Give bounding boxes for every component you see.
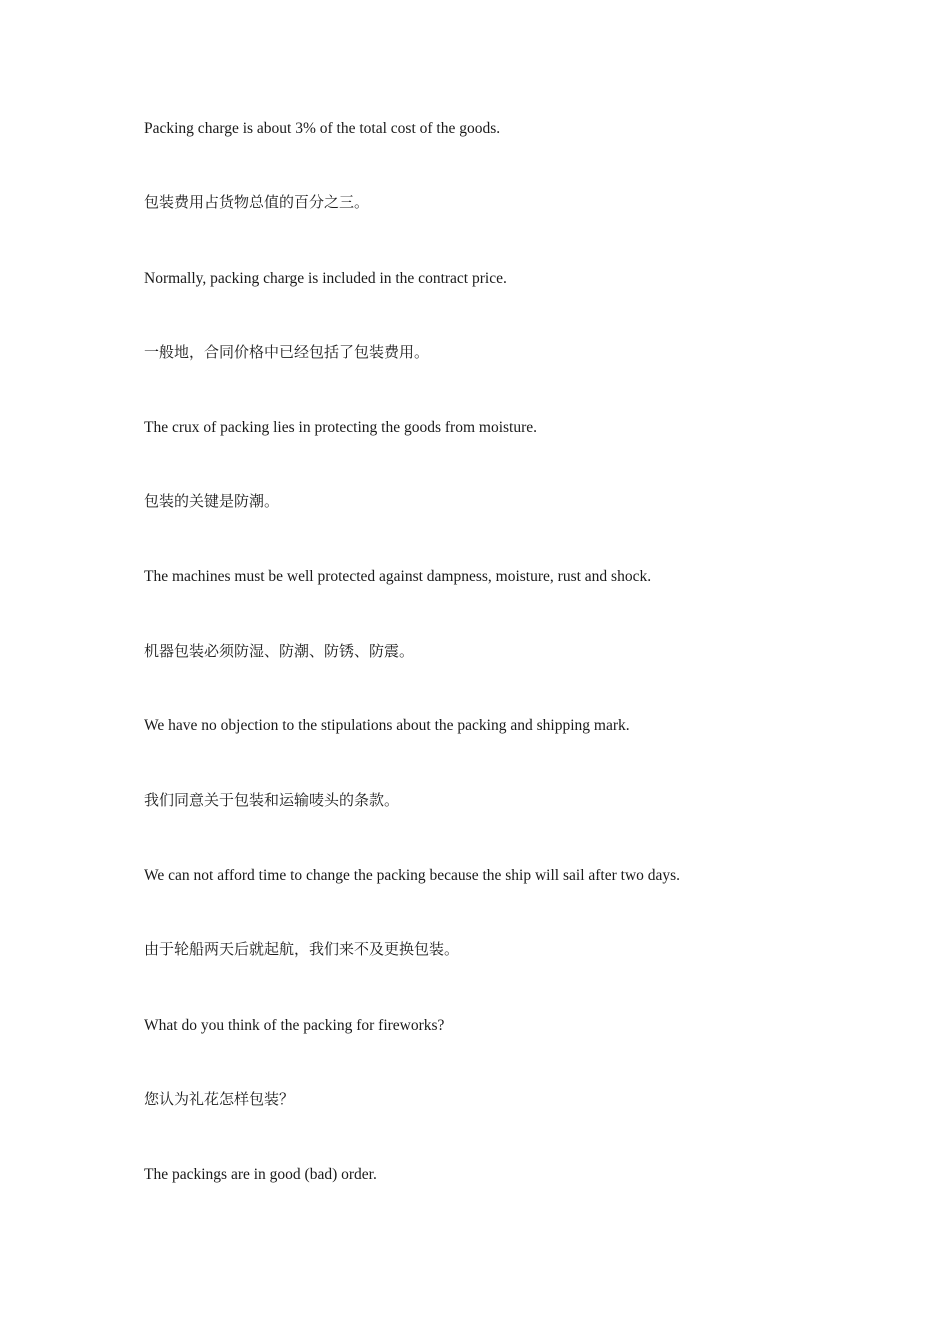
sentence-chinese: 包装的关键是防潮。	[144, 492, 280, 510]
sentence-chinese: 包装费用占货物总值的百分之三。	[144, 193, 370, 211]
sentence-chinese: 由于轮船两天后就起航，我们来不及更换包装。	[144, 940, 460, 958]
sentence-english: The crux of packing lies in protecting the goods from moisture.	[144, 419, 538, 436]
sentence-english: We have no objection to the stipulations about the packing and shipping mark.	[144, 717, 630, 734]
sentence-english: What do you think of the packing for fireworks?	[144, 1017, 445, 1034]
sentence-chinese: 机器包装必须防湿、防潮、防锈、防震。	[144, 642, 415, 660]
sentence-english: Normally, packing charge is included in the contract price.	[144, 270, 507, 287]
sentence-english: Packing charge is about 3% of the total cost of the goods.	[144, 120, 501, 137]
sentence-english: We can not afford time to change the packing because the ship will sail after two days.	[144, 867, 681, 884]
sentence-chinese: 一般地，合同价格中已经包括了包装费用。	[144, 343, 430, 361]
sentence-chinese: 您认为礼花怎样包装？	[144, 1090, 295, 1108]
sentence-chinese: 我们同意关于包装和运输唛头的条款。	[144, 791, 400, 809]
sentence-english: The packings are in good (bad) order.	[144, 1166, 377, 1183]
sentence-english: The machines must be well protected against dampness, moisture, rust and shock.	[144, 568, 652, 585]
